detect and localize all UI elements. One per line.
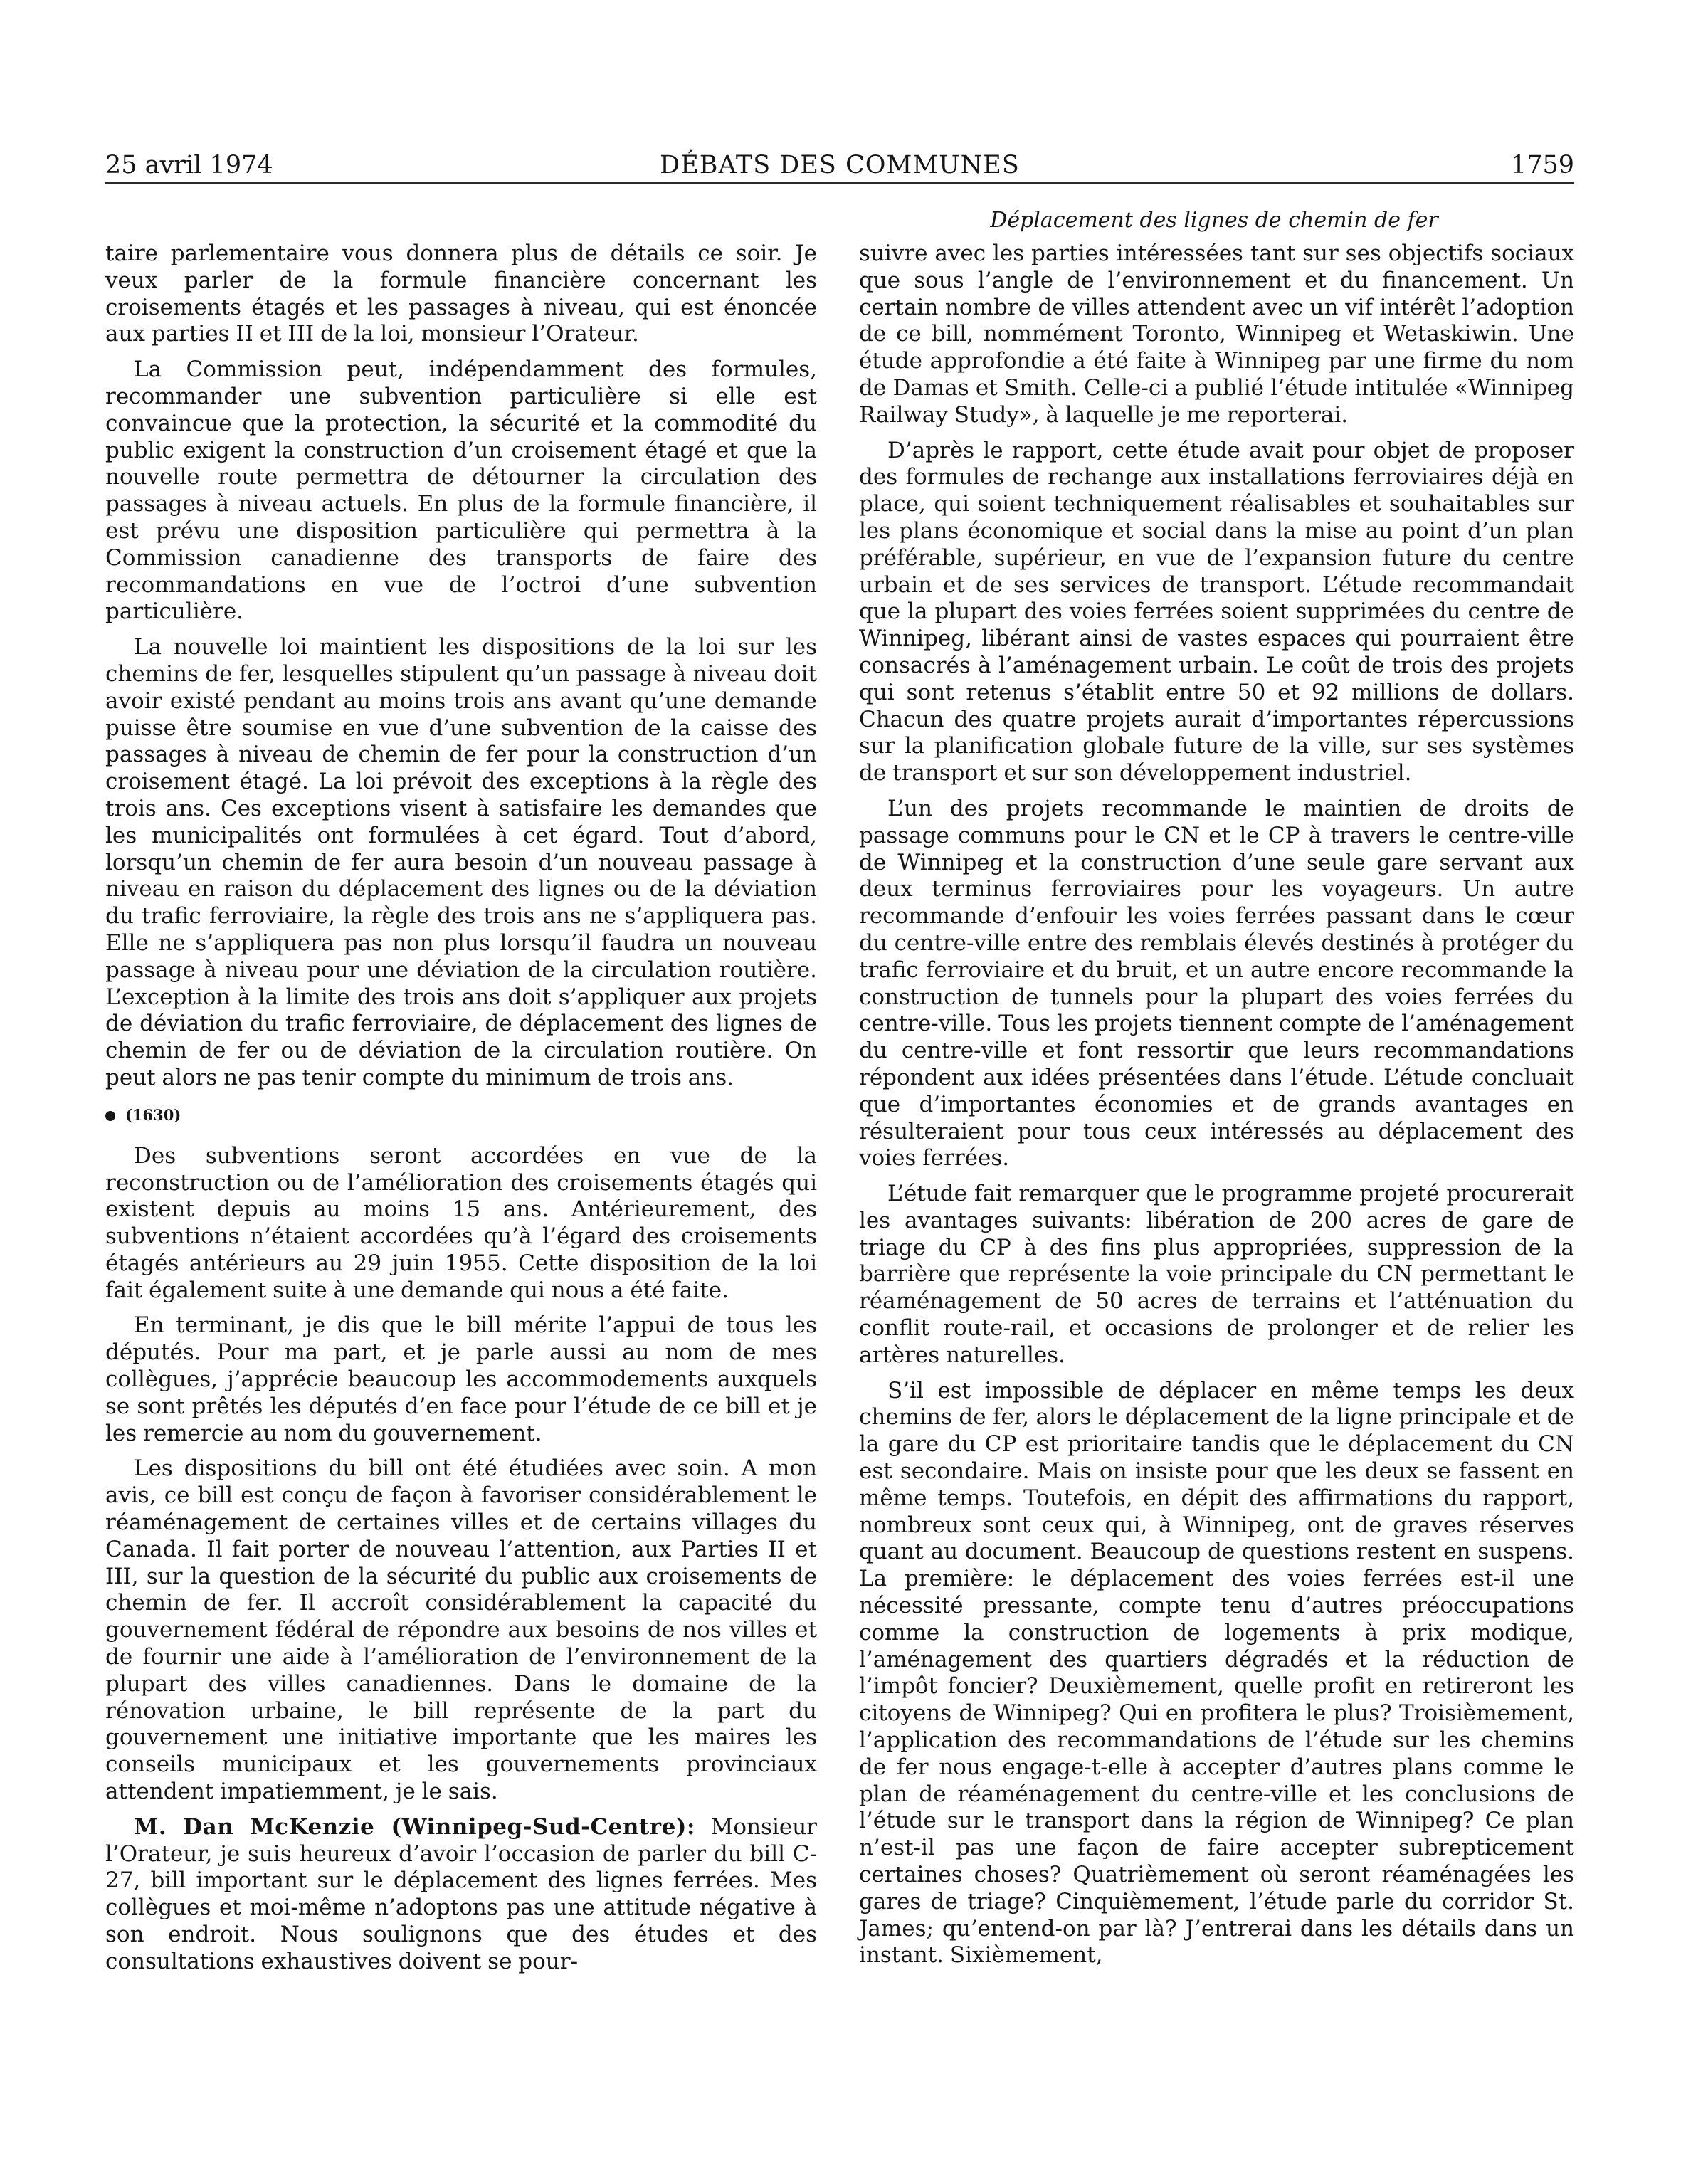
time-marker-label: (1630) — [125, 1105, 181, 1124]
speech-text: Monsieur l’Orateur, je suis heureux d’avoir l’occasion de parler du bill C-27, bill important sur le déplacement des lignes ferrées. Mes collègues et moi-même n’adoptons pas une attitude négative à son endroit. Nous soulignons que des études et des consultations exhaustives doivent se pour- — [105, 1813, 817, 1974]
paragraph: Des subventions seront accordées en vue de la reconstruction ou de l’amélioration des croisements étagés qui existent depuis au moins 15 ans. Antérieurement, des subventions n’étaient accordées qu’à l’égard des croisements étagés antérieurs au 29 juin 1955. Cette disposition de la loi fait également suite à une demande qui nous a été faite. — [105, 1142, 817, 1303]
left-column — [105, 241, 817, 1976]
page-header — [105, 148, 1574, 184]
paragraph: Les dispositions du bill ont été étudiées avec soin. A mon avis, ce bill est conçu de façon à favoriser considérablement le réaménagement de certaines villes et de certains villages du Canada. Il fait porter de nouveau l’attention, aux Parties II et III, sur la question de la sécurité du public aux croisements de chemin de fer. Il accroît considérablement la capacité du gouvernement fédéral de répondre aux besoins de nos villes et de fournir une aide à l’amélioration de l’environnement de la plupart des villes canadiennes. Dans le domaine de la rénovation urbaine, le bill représente de la part du gouvernement une initiative importante que les maires les conseils municipaux et les gouvernements provinciaux attendent impatiemment, je le sais. — [105, 1455, 817, 1805]
paragraph: suivre avec les parties intéressées tant sur ses objectifs sociaux que sous l’angle de l’environnement et du financement. Un certain nombre de villes attendent avec un vif intérêt l’adoption de ce bill, nommément Toronto, Winnipeg et Wetaskiwin. Une étude approfondie a été faite à Winnipeg par une firme du nom de Damas et Smith. Celle-ci a publié l’étude intitulée «Winnipeg Railway Study», à laquelle je me reporterai. — [859, 241, 1574, 428]
paragraph: L’étude fait remarquer que le programme projeté procurerait les avantages suivants: libération de 200 acres de gare de triage du CP à des fins plus appropriées, suppression de la barrière que représente la voie principale du CN permettant le réaménagement de 50 acres de terrains et l’atténuation du conflit route-rail, et occasions de prolonger et de relier les artères naturelles. — [859, 1181, 1574, 1368]
speech-paragraph — [105, 1814, 817, 1976]
header-date: 25 avril 1974 — [105, 151, 273, 179]
paragraph: S’il est impossible de déplacer en même temps les deux chemins de fer, alors le déplacement de la ligne principale et de la gare du CP est prioritaire tandis que le déplacement du CN est secondaire. Mais on insiste pour que les deux se fassent en même temps. Toutefois, en dépit des affirmations du rapport, nombreux sont ceux qui, à Winnipeg, ont de graves réserves quant au document. Beaucoup de questions restent en suspens. La première: le déplacement des voies ferrées est-il une nécessité pressante, compte tenu d’autres préoccupations comme la construction de logements à prix modique, l’aménagement des quartiers dégradés et la réduction de l’impôt foncier? Deuxièmement, quelle profit en retireront les citoyens de Winnipeg? Qui en profitera le plus? Troisièmement, l’application des recommandations de l’étude sur les chemins de fer nous engage-t-elle à accepter d’autres plans comme le plan de réaménagement du centre-ville et les conclusions de l’étude sur le transport dans la région de Winnipeg? Ce plan n’est-il pas une façon de faire accepter subrepticement certaines choses? Quatrièmement où seront réaménagées les gares de triage? Cinquièmement, l’étude parle du corridor St. James; qu’entend-on par là? J’entrerai dans les détails dans un instant. Sixièmement, — [859, 1377, 1574, 1969]
paragraph: taire parlementaire vous donnera plus de détails ce soir. Je veux parler de la formule financière concernant les croisements étagés et les passages à niveau, qui est énoncée aux parties II et III de la loi, monsieur l’Orateur. — [105, 241, 817, 347]
time-marker — [105, 1105, 817, 1126]
bullet-icon — [105, 1111, 115, 1121]
running-title: Déplacement des lignes de chemin de fer — [990, 208, 1438, 233]
header-title: DÉBATS DES COMMUNES — [660, 151, 1020, 179]
paragraph: D’après le rapport, cette étude avait pour objet de proposer des formules de rechange aux installations ferroviaires déjà en place, qui soient techniquement réalisables et souhaitables sur les plans économique et social dans la mise au point d’un plan préférable, supérieur, en vue de l’expansion future du centre urbain et de ses services de transport. L’étude recommandait que la plupart des voies ferrées soient supprimées du centre de Winnipeg, libérant ainsi de vastes espaces qui pourraient être consacrés à l’aménagement urbain. Le coût de trois des projets qui sont retenus s’établit entre 50 et 92 millions de dollars. Chacun des quatre projets aurait d’importantes répercussions sur la planification globale future de la ville, sur ses systèmes de transport et sur son développement industriel. — [859, 437, 1574, 786]
paragraph: L’un des projets recommande le maintien de droits de passage communs pour le CN et le CP à travers le centre-ville de Winnipeg et la construction d’une seule gare servant aux deux terminus ferroviaires pour les voyageurs. Un autre recommande d’enfouir les voies ferrées passant dans le cœur du centre-ville entre des remblais élevés destinés à protéger du trafic ferroviaire et du bruit, et un autre encore recommande la construction de tunnels pour la plupart des voies ferrées du centre-ville. Tous les projets tiennent compte de l’aménagement du centre-ville et font ressortir que leurs recommandations répondent aux idées présentées dans l’étude. L’étude concluait que d’importantes économies et de grands avantages en résulteraient pour tous ceux intéressés au déplacement des voies ferrées. — [859, 795, 1574, 1171]
right-column — [859, 241, 1574, 1969]
speaker-name: M. Dan McKenzie (Winnipeg-Sud-Centre): — [134, 1813, 695, 1840]
paragraph: En terminant, je dis que le bill mérite l’appui de tous les députés. Pour ma part, et je parle aussi au nom de mes collègues, j’apprécie beaucoup les accommodements auxquels se sont prêtés les députés d’en face pour l’étude de ce bill et je les remercie au nom du gouvernement. — [105, 1312, 817, 1446]
header-page-number: 1759 — [1510, 151, 1574, 179]
paragraph: La nouvelle loi maintient les dispositions de la loi sur les chemins de fer, lesquelles stipulent qu’un passage à niveau doit avoir existé pendant au moins trois ans avant qu’une demande puisse être soumise en vue d’une subvention de la caisse des passages à niveau de chemin de fer pour la construction d’un croisement étagé. La loi prévoit des exceptions à la règle des trois ans. Ces exceptions visent à satisfaire les demandes que les municipalités ont formulées à cet égard. Tout d’abord, lorsqu’un chemin de fer aura besoin d’un nouveau passage à niveau en raison du déplacement des lignes ou de la déviation du trafic ferroviaire, la règle des trois ans ne s’appliquera pas. Elle ne s’appliquera pas non plus lorsqu’il faudra un nouveau passage à niveau pour une déviation de la circulation routière. L’exception à la limite des trois ans doit s’appliquer aux projets de déviation du trafic ferroviaire, de déplacement des lignes de chemin de fer ou de déviation de la circulation routière. On peut alors ne pas tenir compte du minimum de trois ans. — [105, 634, 817, 1090]
paragraph: La Commission peut, indépendamment des formules, recommander une subvention particulière si elle est convaincue que la protection, la sécurité et la commodité du public exigent la construction d’un croisement étagé et que la nouvelle route permettra de détourner la circulation des passages à niveau actuels. En plus de la formule financière, il est prévu une disposition particulière qui permettra à la Commission canadienne des transports de faire des recommandations en vue de l’octroi d’une subvention particulière. — [105, 357, 817, 625]
